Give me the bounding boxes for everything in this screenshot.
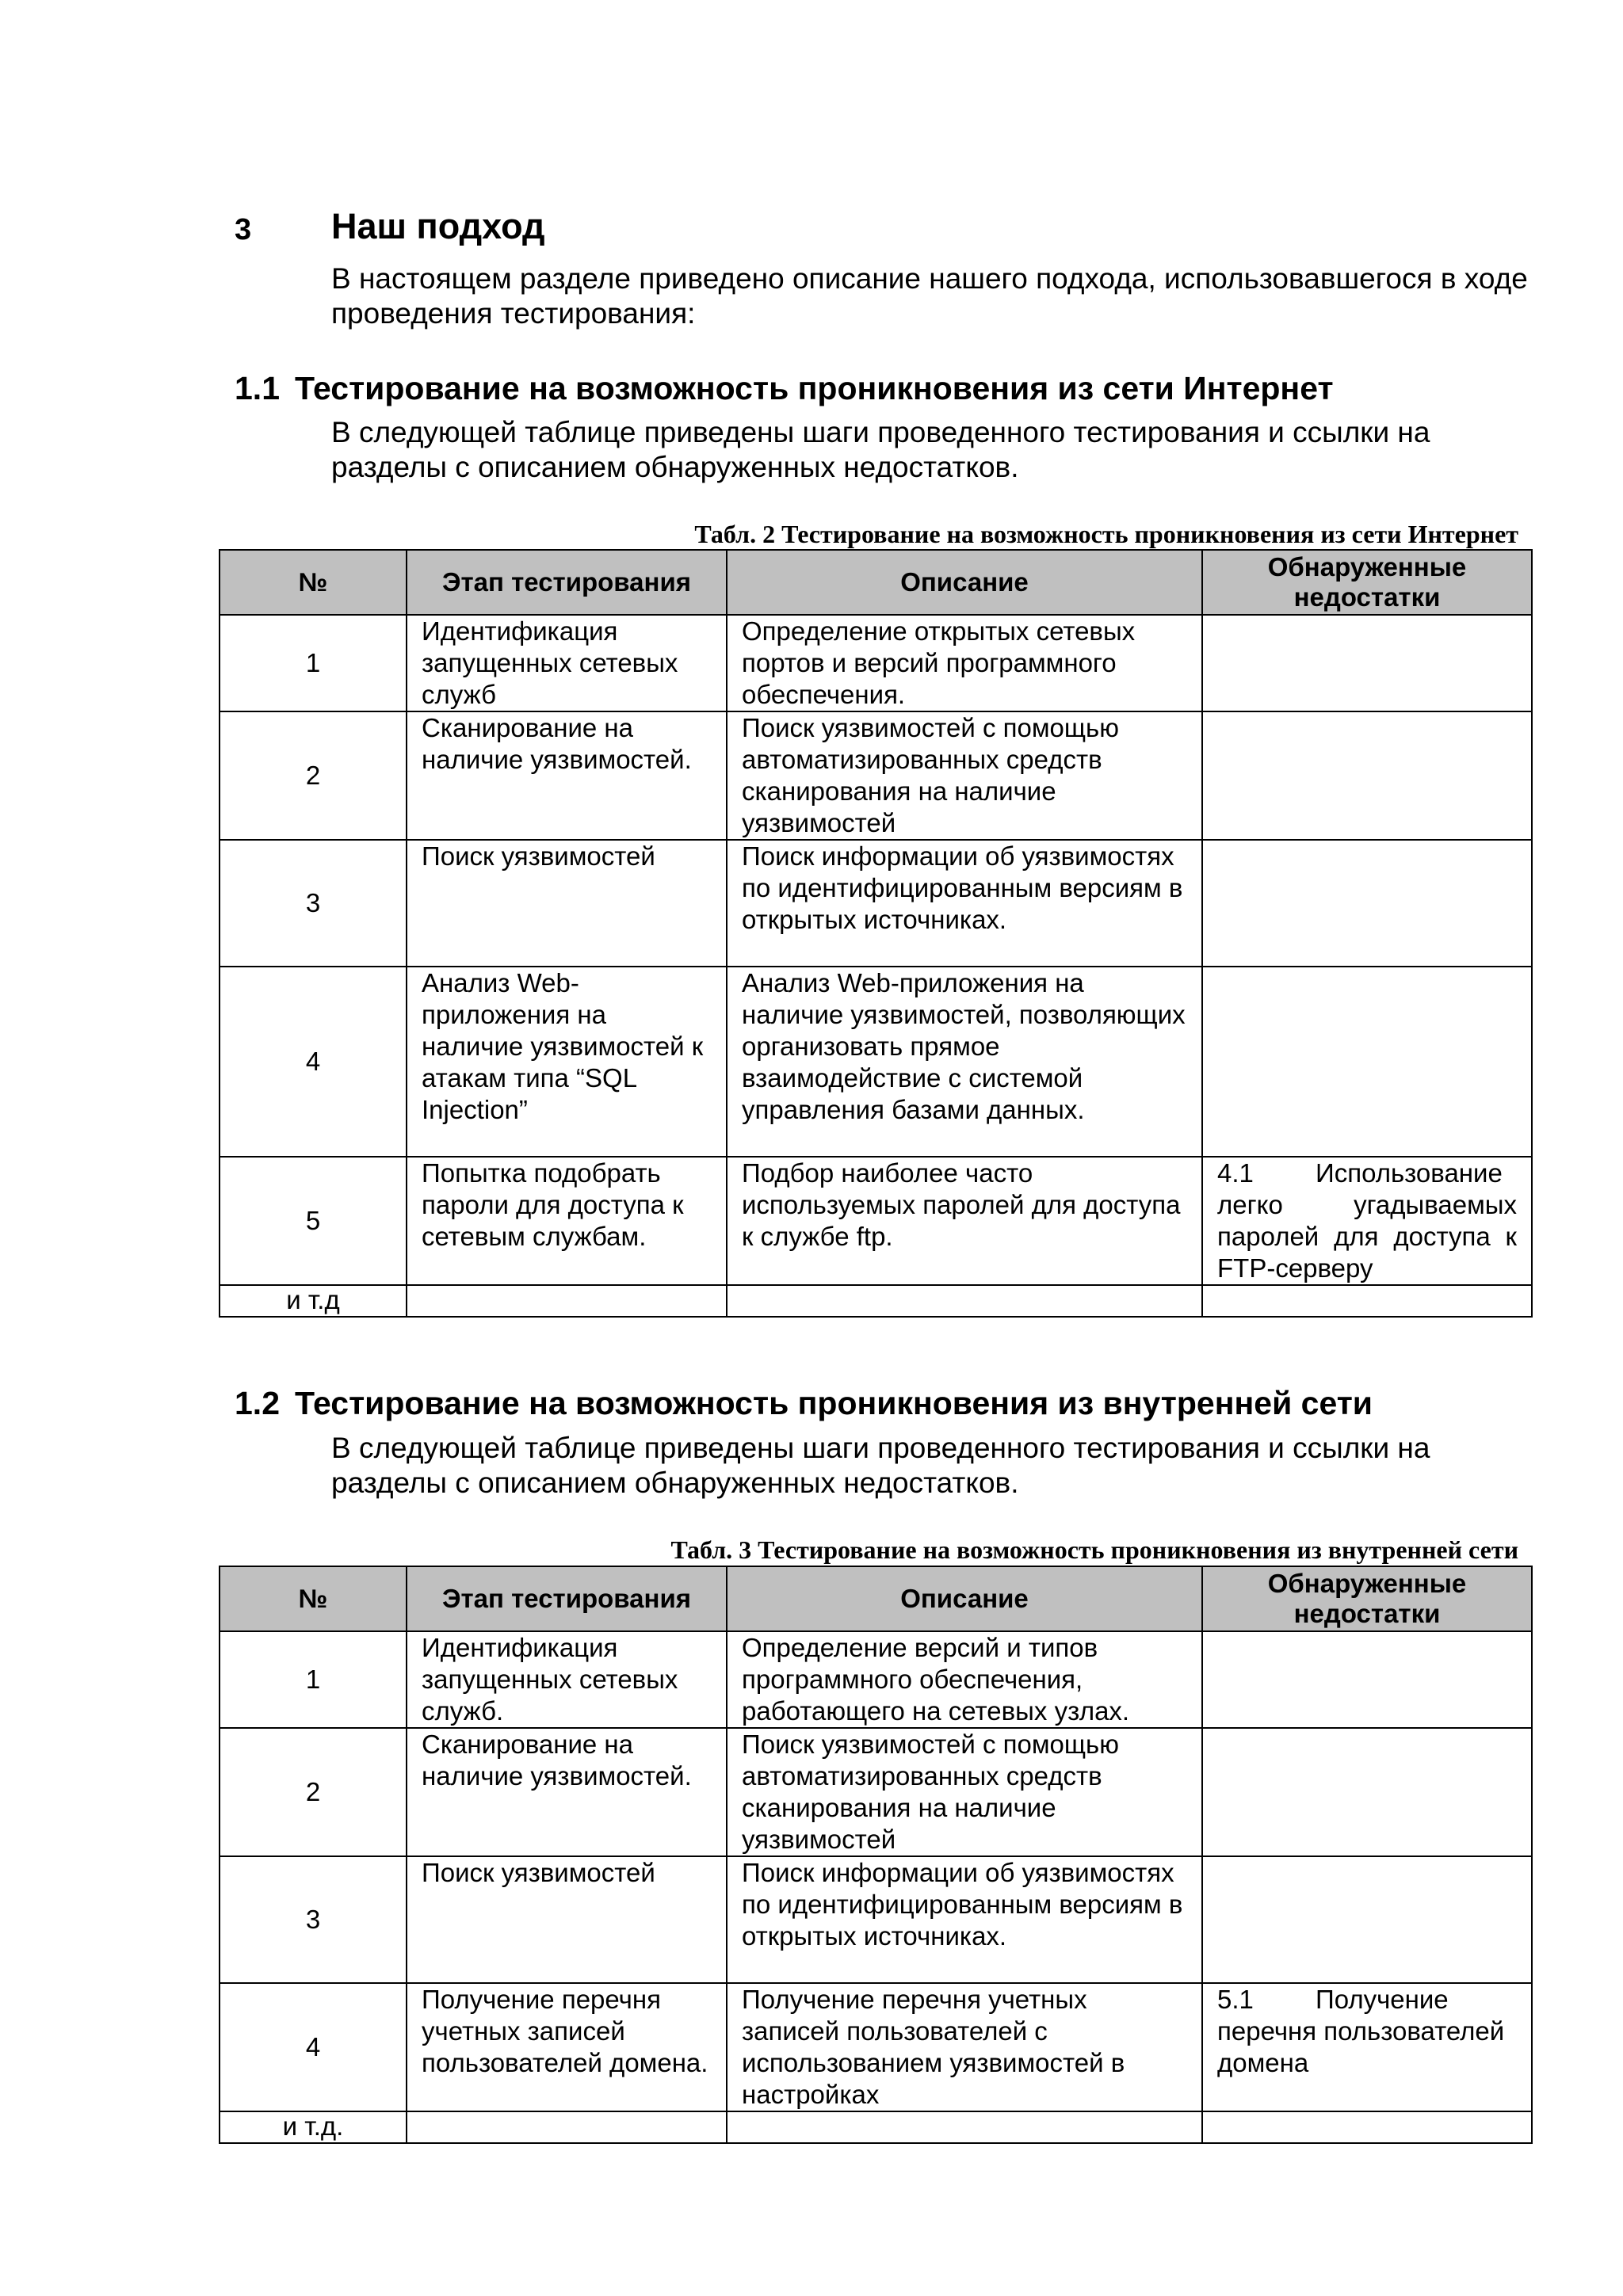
subsection-intro-1-1: В следующей таблице приведены шаги проведенного тестирования и ссылки на разделы с описанием обнаруженных недостатков. [331, 416, 1430, 483]
table-caption-3: Табл. 3 Тестирование на возможность проникновения из внутренней сети [670, 1535, 1518, 1564]
row-number: 3 [220, 1856, 407, 1983]
table-header-row [220, 1566, 1532, 1631]
finding-text: Получение перечня пользователей домена [1217, 1985, 1505, 2077]
table-row [220, 1983, 1532, 2111]
table-row [220, 711, 1532, 840]
finding-reference [1217, 1984, 1517, 2079]
row-description [727, 1285, 1202, 1317]
header-description: Описание [727, 550, 1202, 615]
row-findings [1202, 1728, 1532, 1856]
row-description: Определение открытых сетевых портов и версий программного обеспечения. [727, 615, 1202, 711]
row-number: 1 [220, 1631, 407, 1728]
row-stage: Сканирование на наличие уязвимостей. [407, 1728, 727, 1856]
row-description: Подбор наиболее часто используемых паролей для доступа к службе ftp. [727, 1157, 1202, 1285]
subsection-number: 1.2 [235, 1385, 280, 1421]
subsection-number: 1.1 [235, 370, 280, 406]
table-caption-2: Табл. 2 Тестирование на возможность проникновения из сети Интернет [694, 520, 1518, 548]
section-title: Наш подход [331, 206, 545, 246]
row-findings [1202, 1856, 1532, 1983]
header-stage: Этап тестирования [407, 550, 727, 615]
row-number: 2 [220, 1728, 407, 1856]
row-stage: Идентификация запущенных сетевых служб. [407, 1631, 727, 1728]
section-number: 3 [235, 213, 252, 246]
row-stage: Анализ Web-приложения на наличие уязвимостей к атакам типа “SQL Injection” [407, 967, 727, 1157]
row-description: Определение версий и типов программного обеспечения, работающего на сетевых узлах. [727, 1631, 1202, 1728]
table-row [220, 615, 1532, 711]
row-stage: Получение перечня учетных записей пользователей домена. [407, 1983, 727, 2111]
section-intro: В настоящем разделе приведено описание нашего подхода, использовавшегося в ходе проведения тестирования: [331, 262, 1528, 330]
row-description: Поиск уязвимостей с помощью автоматизированных средств сканирования на наличие уязвимостей [727, 711, 1202, 840]
row-number: 2 [220, 711, 407, 840]
row-findings [1202, 2111, 1532, 2143]
table-row [220, 1728, 1532, 1856]
table-row [220, 840, 1532, 967]
row-stage [407, 1285, 727, 1317]
header-number: № [220, 550, 407, 615]
header-findings: Обнаруженные недостатки [1202, 1566, 1532, 1631]
row-number: 3 [220, 840, 407, 967]
subsection-intro-1-2: В следующей таблице приведены шаги проведенного тестирования и ссылки на разделы с описанием обнаруженных недостатков. [331, 1432, 1430, 1499]
table-internal-testing [219, 1566, 1533, 2144]
row-description: Поиск информации об уязвимостях по идентифицированным версиям в открытых источниках. [727, 840, 1202, 967]
table-header-row [220, 550, 1532, 615]
row-description: Анализ Web-приложения на наличие уязвимостей, позволяющих организовать прямое взаимодействие с системой управления базами данных. [727, 967, 1202, 1157]
row-description: Получение перечня учетных записей пользователей с использованием уязвимостей в настройках [727, 1983, 1202, 2111]
row-stage: Попытка подобрать пароли для доступа к сетевым службам. [407, 1157, 727, 1285]
row-findings [1202, 1983, 1532, 2111]
row-description: Поиск информации об уязвимостях по идентифицированным версиям в открытых источниках. [727, 1856, 1202, 1983]
row-description: Поиск уязвимостей с помощью автоматизированных средств сканирования на наличие уязвимостей [727, 1728, 1202, 1856]
subsection-title: Тестирование на возможность проникновения из сети Интернет [295, 370, 1334, 406]
row-findings [1202, 1285, 1532, 1317]
subsection-heading-1-1 [235, 368, 1534, 408]
header-findings: Обнаруженные недостатки [1202, 550, 1532, 615]
table-row [220, 967, 1532, 1157]
finding-reference [1217, 1158, 1517, 1284]
row-findings [1202, 615, 1532, 711]
row-stage: Идентификация запущенных сетевых служб [407, 615, 727, 711]
header-stage: Этап тестирования [407, 1566, 727, 1631]
row-findings [1202, 711, 1532, 840]
finding-text: Использование легко угадываемых паролей для доступа к FTP-серверу [1217, 1158, 1517, 1283]
row-description [727, 2111, 1202, 2143]
header-description: Описание [727, 1566, 1202, 1631]
row-stage: Поиск уязвимостей [407, 1856, 727, 1983]
row-etc: и т.д. [220, 2111, 407, 2143]
table-row [220, 1631, 1532, 1728]
table-row [220, 1856, 1532, 1983]
row-findings [1202, 1157, 1532, 1285]
finding-number: 4.1 [1217, 1158, 1254, 1188]
row-number: 4 [220, 1983, 407, 2111]
header-number: № [220, 1566, 407, 1631]
row-stage: Поиск уязвимостей [407, 840, 727, 967]
row-number: 1 [220, 615, 407, 711]
row-stage [407, 2111, 727, 2143]
subsection-heading-1-2 [235, 1383, 1534, 1423]
row-findings [1202, 967, 1532, 1157]
row-findings [1202, 1631, 1532, 1728]
finding-number: 5.1 [1217, 1985, 1254, 2014]
row-number: 4 [220, 967, 407, 1157]
subsection-title: Тестирование на возможность проникновения из внутренней сети [295, 1385, 1373, 1421]
table-row-etc [220, 1285, 1532, 1317]
row-findings [1202, 840, 1532, 967]
table-row [220, 1157, 1532, 1285]
table-internet-testing [219, 549, 1533, 1318]
row-etc: и т.д [220, 1285, 407, 1317]
table-row-etc [220, 2111, 1532, 2143]
row-stage: Сканирование на наличие уязвимостей. [407, 711, 727, 840]
row-number: 5 [220, 1157, 407, 1285]
